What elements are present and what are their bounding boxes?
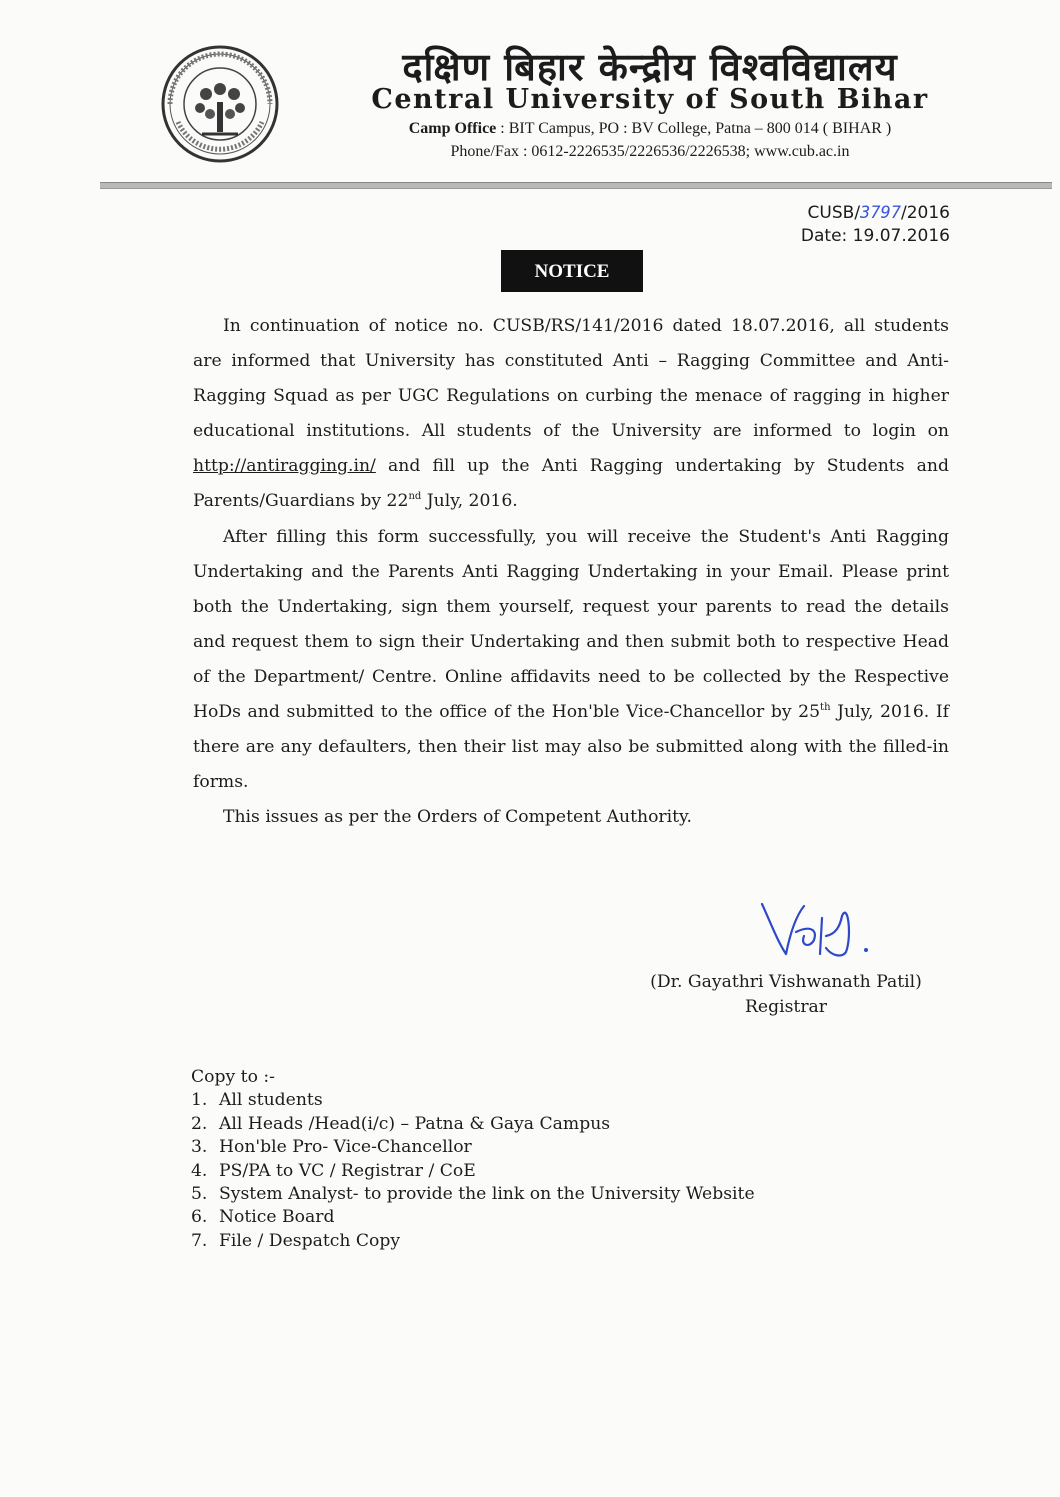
p1-text-a: In continuation of notice no. CUSB/RS/141/2016 dated 18.07.2016, all students are informed that University has constituted Anti – Ragging Committee and Anti-Ragging Squad as per UGC Regulations on curbing the menace of ragging in higher educational institutions. All students of the University are informed to login on <box>193 316 949 442</box>
letterhead-divider <box>100 182 1052 189</box>
list-item: 1. All students <box>191 1090 323 1111</box>
notice-body <box>193 309 949 835</box>
paragraph-2 <box>193 520 949 801</box>
copy-to-heading: Copy to :- <box>191 1067 275 1087</box>
reference-number <box>801 202 950 225</box>
list-item: 3. Hon'ble Pro- Vice-Chancellor <box>191 1137 472 1158</box>
university-name-hindi: दक्षिण बिहार केन्द्रीय विश्वविद्यालय <box>402 45 898 89</box>
p1-text-b: and fill up the Anti Ragging undertaking by Students and Parents/Guardians by 22 <box>193 456 949 512</box>
signatory-title: Registrar <box>744 997 828 1017</box>
reference-block <box>801 202 950 248</box>
address-label: Camp Office <box>408 120 497 137</box>
notice-title: NOTICE <box>501 250 643 292</box>
list-item: 6. Notice Board <box>191 1207 335 1228</box>
p2-text-a: After filling this form successfully, you will receive the Student's Anti Ragging Undertaking and the Parents Anti Ragging Undertaking in your Email. Please print both the Undertaking, sign them yourself, request your parents to read the details and request them to sign their Undertaking and then submit both to respective Head of the Department/ Centre. Online affidavits need to be collected by the Respective HoDs and submitted to the office of the Hon'ble Vice-Chancellor by 25 <box>193 526 949 723</box>
p1-text-c: July, 2016. <box>421 491 518 512</box>
signatory-name: (Dr. Gayathri Vishwanath Patil) <box>650 972 922 992</box>
ref-suffix: /2016 <box>901 203 950 223</box>
paragraph-1 <box>193 309 949 520</box>
list-item: 4. PS/PA to VC / Registrar / CoE <box>191 1160 476 1181</box>
antiragging-link[interactable]: http://antiragging.in/ <box>193 456 376 477</box>
ref-handwritten-number: 3797 <box>860 203 901 223</box>
notice-date: Date: 19.07.2016 <box>800 226 950 246</box>
copy-to-section <box>191 1066 755 1253</box>
list-item: 7. File / Despatch Copy <box>191 1230 401 1251</box>
ref-prefix: CUSB/ <box>807 203 861 223</box>
registrar-signature <box>756 896 876 960</box>
p2-text-b: July, 2016. If there are any defaulters, then their list may also be submitted along with the filled-in forms. <box>193 702 949 793</box>
p2-ordinal: th <box>820 702 831 714</box>
university-seal-logo <box>160 44 280 164</box>
copy-to-list <box>191 1089 755 1253</box>
list-item: 2. All Heads /Head(i/c) – Patna & Gaya Campus <box>191 1113 611 1134</box>
list-item: 5. System Analyst- to provide the link on the University Website <box>191 1184 755 1205</box>
signatory-block <box>600 970 972 1020</box>
contact-line: Phone/Fax : 0612-2226535/2226536/2226538; www.cub.ac.in <box>450 143 850 160</box>
p1-ordinal: nd <box>408 491 422 503</box>
address-text: : BIT Campus, PO : BV College, Patna – 800 014 ( BIHAR ) <box>500 120 892 137</box>
university-name-english: Central University of South Bihar <box>371 84 929 115</box>
camp-office-address <box>300 120 1000 138</box>
paragraph-3: This issues as per the Orders of Competent Authority. <box>223 807 692 828</box>
